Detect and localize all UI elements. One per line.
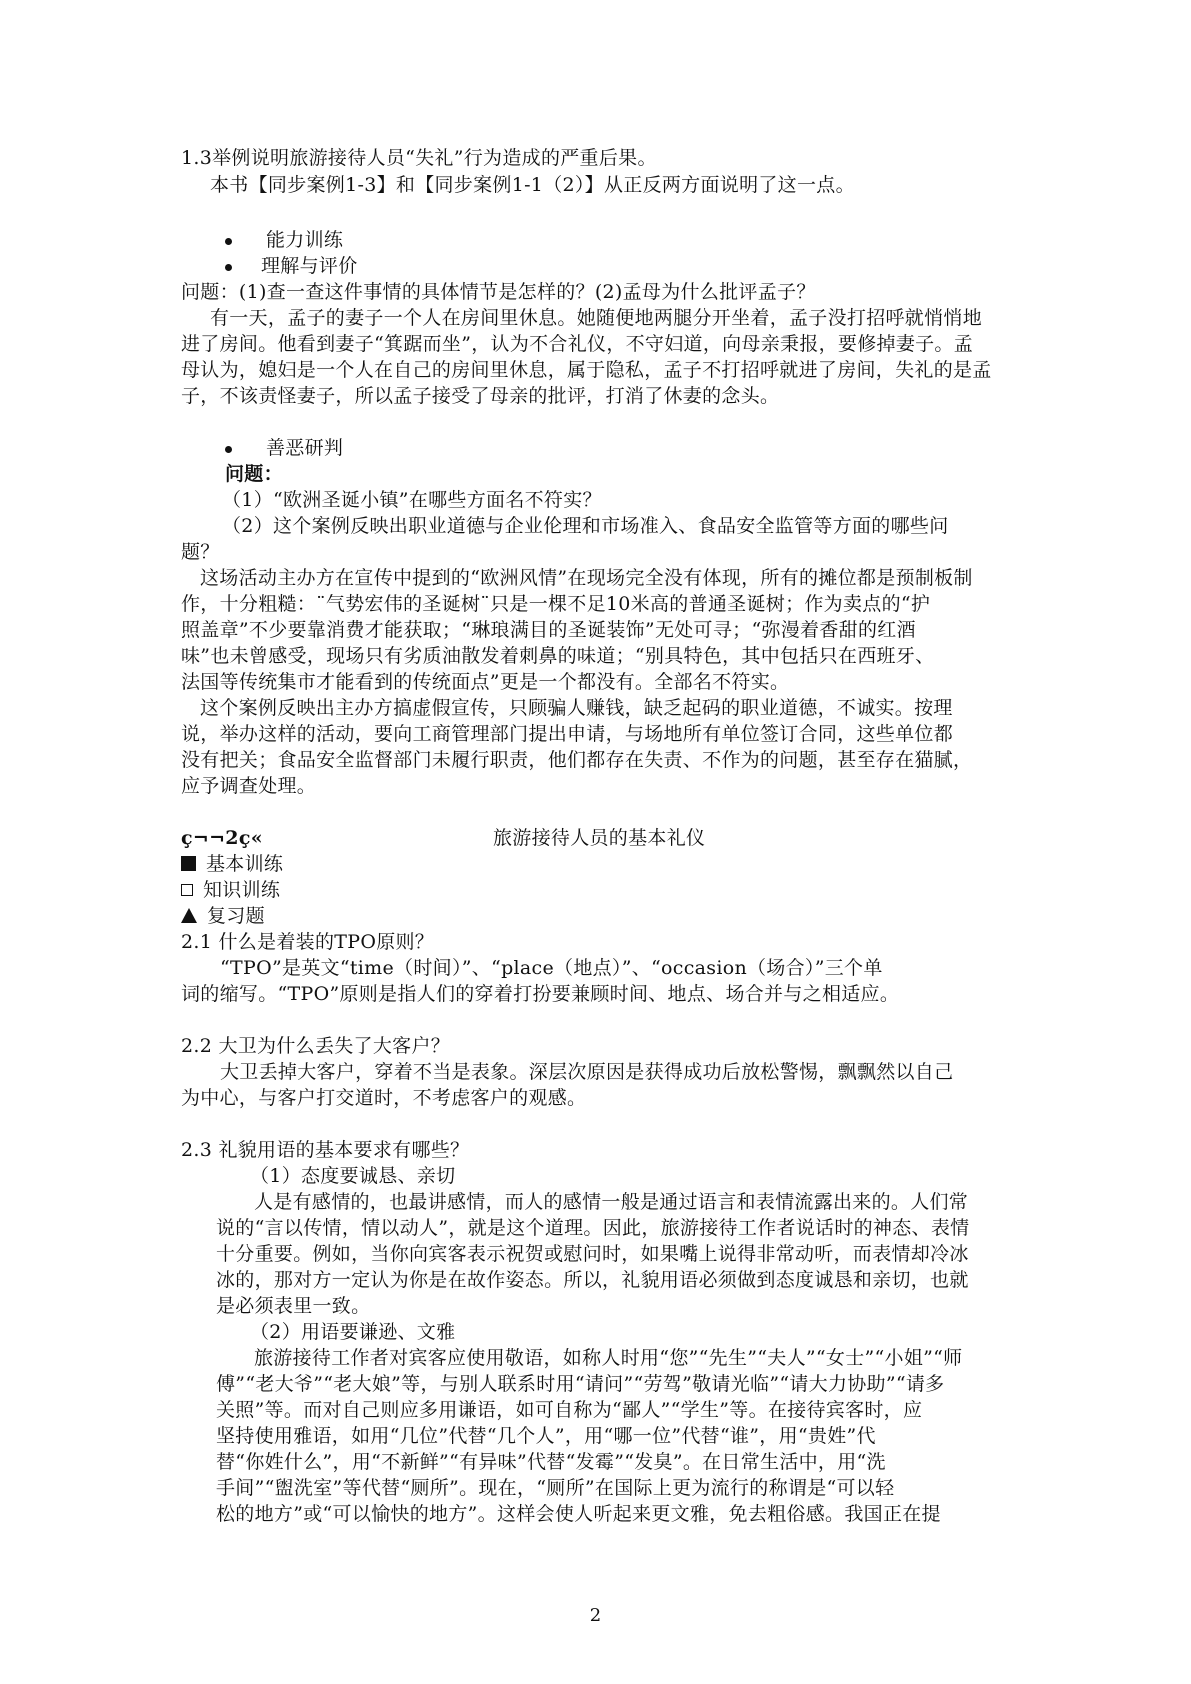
question-line: 问题：(1)查一查这件事情的具体情节是怎样的？(2)孟母为什么批评孟子？ [181, 281, 816, 303]
subheading: （1）态度要诚恳、亲切 [250, 1165, 456, 1187]
question-heading: 2.1 什么是着装的TPO原则？ [181, 931, 435, 953]
bullet-icon [225, 238, 232, 245]
paragraph-line: 母认为，媳妇是一个人在自己的房间里休息，属于隐私，孟子不打招呼就进了房间，失礼的是孟 [181, 359, 992, 381]
paragraph-line: 说，举办这样的活动，要向工商管理部门提出申请，与场地所有单位签订合同，这些单位都 [181, 723, 954, 745]
training-heading [181, 851, 283, 877]
paragraph-line: 作，十分粗糙：¨气势宏伟的圣诞树¨只是一棵不足10米高的普通圣诞树；作为卖点的“护 [181, 593, 931, 615]
chapter-title: 旅游接待人员的基本礼仪 [493, 827, 706, 849]
paragraph-line: 词的缩写。“TPO”原则是指人们的穿着打扮要兼顾时间、地点、场合并与之相适应。 [181, 983, 900, 1005]
question-item: 题？ [181, 541, 220, 563]
training-label: 知识训练 [203, 879, 281, 901]
question-item: （1）“欧洲圣诞小镇”在哪些方面名不符实？ [222, 489, 602, 511]
paragraph-line: 这场活动主办方在宣传中提到的“欧洲风情”在现场完全没有体现，所有的摊位都是预制板制 [200, 567, 973, 589]
paragraph-line: 味”也未曾感受，现场只有劣质油散发着刺鼻的味道；“别具特色，其中包括只在西班牙、 [181, 645, 935, 667]
paragraph-line: 法国等传统集市才能看到的传统面点”更是一个都没有。全部名不符实。 [181, 671, 790, 693]
bullet-icon [225, 446, 232, 453]
bullet-item-label: 善恶研判 [266, 437, 344, 459]
paragraph-line: 进了房间。他看到妻子“箕踞而坐”，认为不合礼仪，不守妇道，向母亲秉报，要修掉妻子。孟 [181, 333, 974, 355]
paragraph-line: 旅游接待工作者对宾客应使用敬语，如称人时用“您”“先生”“夫人”“女士”“小姐”“师 [254, 1347, 963, 1369]
paragraph-line: 子，不该责怪妻子，所以孟子接受了母亲的批评，打消了休妻的念头。 [181, 385, 780, 407]
training-heading [181, 903, 265, 929]
paragraph-line: 傅”“老大爷”“老大娘”等，与别人联系时用“请问”“劳驾”敬请光临”“请大力协助”“请多 [216, 1373, 945, 1395]
paragraph-line: 关照”等。而对自己则应多用谦语，如可自称为“鄙人”“学生”等。在接待宾客时，应 [216, 1399, 923, 1421]
paragraph-line: “TPO”是英文“time（时间）”、“place（地点）”、“occasion（场合）”三个单 [220, 957, 883, 979]
filled-square-icon [181, 856, 196, 871]
paragraph-line: 应予调查处理。 [181, 775, 317, 797]
question-item: （2）这个案例反映出职业道德与企业伦理和市场准入、食品安全监管等方面的哪些问 [222, 515, 949, 537]
bullet-item-label: 理解与评价 [261, 255, 358, 277]
paragraph-line: 有一天，孟子的妻子一个人在房间里休息。她随便地两腿分开坐着，孟子没打招呼就悄悄地 [210, 307, 983, 329]
paragraph-line: 说的“言以传情，情以动人”，就是这个道理。因此，旅游接待工作者说话时的神态、表情 [216, 1217, 970, 1239]
section-heading: 1.3举例说明旅游接待人员“失礼”行为造成的严重后果。 [181, 147, 657, 169]
bullet-item-label: 能力训练 [266, 229, 344, 251]
training-label: 复习题 [207, 905, 265, 927]
question-heading: 2.2 大卫为什么丢失了大客户？ [181, 1035, 451, 1057]
page-number: 2 [589, 1605, 602, 1626]
open-square-icon [181, 884, 193, 896]
training-heading [181, 877, 280, 903]
paragraph-line: 为中心，与客户打交道时，不考虑客户的观感。 [181, 1087, 587, 1109]
question-label: 问题： [225, 463, 283, 485]
paragraph-line: 照盖章”不少要靠消费才能获取；“琳琅满目的圣诞装饰”无处可寻；“弥漫着香甜的红酒 [181, 619, 916, 641]
chapter-number: ç¬¬2ç« [181, 827, 263, 849]
paragraph-line: 没有把关；食品安全监督部门未履行职责，他们都存在失责、不作为的问题，甚至存在猫腻， [181, 749, 973, 771]
paragraph-line: 松的地方”或“可以愉快的地方”。这样会使人听起来更文雅，免去粗俗感。我国正在提 [216, 1503, 941, 1525]
paragraph-line: 这个案例反映出主办方搞虚假宣传，只顾骗人赚钱，缺乏起码的职业道德，不诚实。按理 [200, 697, 953, 719]
paragraph-line: 大卫丢掉大客户，穿着不当是表象。深层次原因是获得成功后放松警惕，飘飘然以自己 [220, 1061, 954, 1083]
bullet-icon [225, 264, 232, 271]
question-heading: 2.3 礼貌用语的基本要求有哪些？ [181, 1139, 470, 1161]
paragraph-line: 替“你姓什么”，用“不新鲜”“有异味”代替“发霉”“发臭”。在日常生活中，用“洗 [216, 1451, 886, 1473]
paragraph-line: 人是有感情的，也最讲感情，而人的感情一般是通过语言和表情流露出来的。人们常 [254, 1191, 969, 1213]
triangle-icon [181, 908, 197, 923]
paragraph-line: 冰的，那对方一定认为你是在故作姿态。所以，礼貌用语必须做到态度诚恳和亲切，也就 [216, 1269, 969, 1291]
paragraph-line: 十分重要。例如，当你向宾客表示祝贺或慰问时，如果嘴上说得非常动听，而表情却冷冰 [216, 1243, 969, 1265]
chapter-heading [181, 825, 1001, 851]
paragraph-line: 手间”“盥洗室”等代替“厕所”。现在，“厕所”在国际上更为流行的称谓是“可以轻 [216, 1477, 895, 1499]
paragraph-line: 是必须表里一致。 [216, 1295, 371, 1317]
paragraph-line: 坚持使用雅语，如用“几位”代替“几个人”，用“哪一位”代替“谁”，用“贵姓”代 [216, 1425, 876, 1447]
training-label: 基本训练 [206, 853, 284, 875]
paragraph-line: 本书【同步案例1-3】和【同步案例1-1（2）】从正反两方面说明了这一点。 [210, 174, 855, 196]
subheading: （2）用语要谦逊、文雅 [250, 1321, 456, 1343]
